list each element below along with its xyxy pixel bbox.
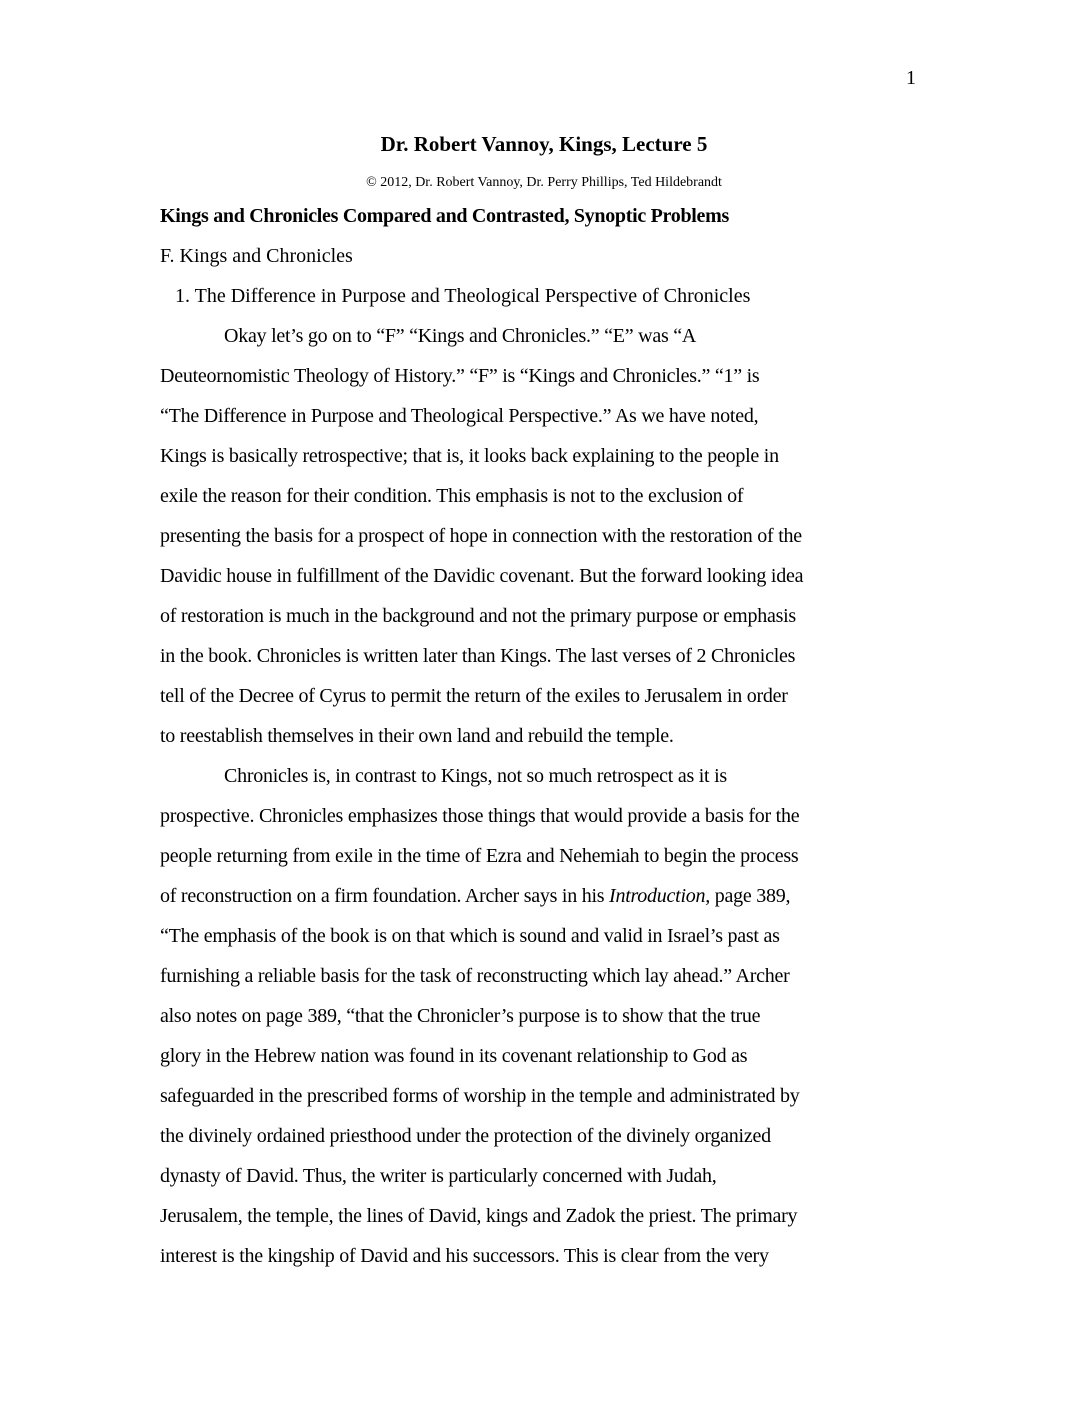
copyright-line: © 2012, Dr. Robert Vannoy, Dr. Perry Phillips, Ted Hildebrandt — [366, 175, 722, 190]
subsection-heading-1: 1. The Difference in Purpose and Theological Perspective of Chronicles — [175, 285, 751, 307]
paragraph-line: Jerusalem, the temple, the lines of David, kings and Zadok the priest. The primary — [160, 1205, 798, 1227]
paragraph-line: Kings is basically retrospective; that is, it looks back explaining to the people in — [160, 445, 779, 467]
paragraph-line: dynasty of David. Thus, the writer is particularly concerned with Judah, — [160, 1165, 717, 1187]
paragraph-line: safeguarded in the prescribed forms of worship in the temple and administrated by — [160, 1085, 800, 1107]
paragraph-line: “The emphasis of the book is on that which is sound and valid in Israel’s past as — [160, 925, 780, 947]
lecture-subtitle: Kings and Chronicles Compared and Contrasted, Synoptic Problems — [160, 205, 729, 227]
line-text: page 389, — [710, 885, 791, 907]
section-heading-f: F. Kings and Chronicles — [160, 245, 353, 267]
paragraph-line: Chronicles is, in contrast to Kings, not so much retrospect as it is — [224, 765, 727, 787]
paragraph-line: Deuteornomistic Theology of History.” “F” is “Kings and Chronicles.” “1” is — [160, 365, 760, 387]
paragraph-line: also notes on page 389, “that the Chronicler’s purpose is to show that the true — [160, 1005, 761, 1027]
document-title: Dr. Robert Vannoy, Kings, Lecture 5 — [380, 132, 708, 156]
paragraph-line: “The Difference in Purpose and Theological Perspective.” As we have noted, — [160, 405, 759, 427]
paragraph-line: of restoration is much in the background and not the primary purpose or emphasis — [160, 605, 796, 627]
paragraph-line-with-citation — [160, 876, 940, 916]
paragraph-line: glory in the Hebrew nation was found in its covenant relationship to God as — [160, 1045, 748, 1067]
paragraph-line: prospective. Chronicles emphasizes those things that would provide a basis for the — [160, 805, 800, 827]
paragraph-1 — [160, 316, 940, 756]
paragraph-line: tell of the Decree of Cyrus to permit the return of the exiles to Jerusalem in order — [160, 685, 788, 707]
paragraph-line: in the book. Chronicles is written later than Kings. The last verses of 2 Chronicles — [160, 645, 796, 667]
line-text: of reconstruction on a firm foundation. Archer says in his — [160, 885, 610, 907]
paragraph-line: people returning from exile in the time of Ezra and Nehemiah to begin the process — [160, 845, 799, 867]
book-title-italic: Introduction, — [609, 885, 711, 907]
paragraph-2 — [160, 756, 940, 1276]
paragraph-line: to reestablish themselves in their own land and rebuild the temple. — [160, 725, 674, 747]
paragraph-line: Davidic house in fulfillment of the Davidic covenant. But the forward looking idea — [160, 565, 804, 587]
paragraph-line: presenting the basis for a prospect of hope in connection with the restoration of the — [160, 525, 802, 547]
page-number: 1 — [906, 67, 916, 89]
paragraph-line: the divinely ordained priesthood under the protection of the divinely organized — [160, 1125, 771, 1147]
paragraph-line: furnishing a reliable basis for the task of reconstructing which lay ahead.” Archer — [160, 965, 790, 987]
paragraph-line: interest is the kingship of David and his successors. This is clear from the very — [160, 1245, 769, 1267]
paragraph-line: exile the reason for their condition. This emphasis is not to the exclusion of — [160, 485, 744, 507]
paragraph-line: Okay let’s go on to “F” “Kings and Chronicles.” “E” was “A — [224, 325, 697, 347]
